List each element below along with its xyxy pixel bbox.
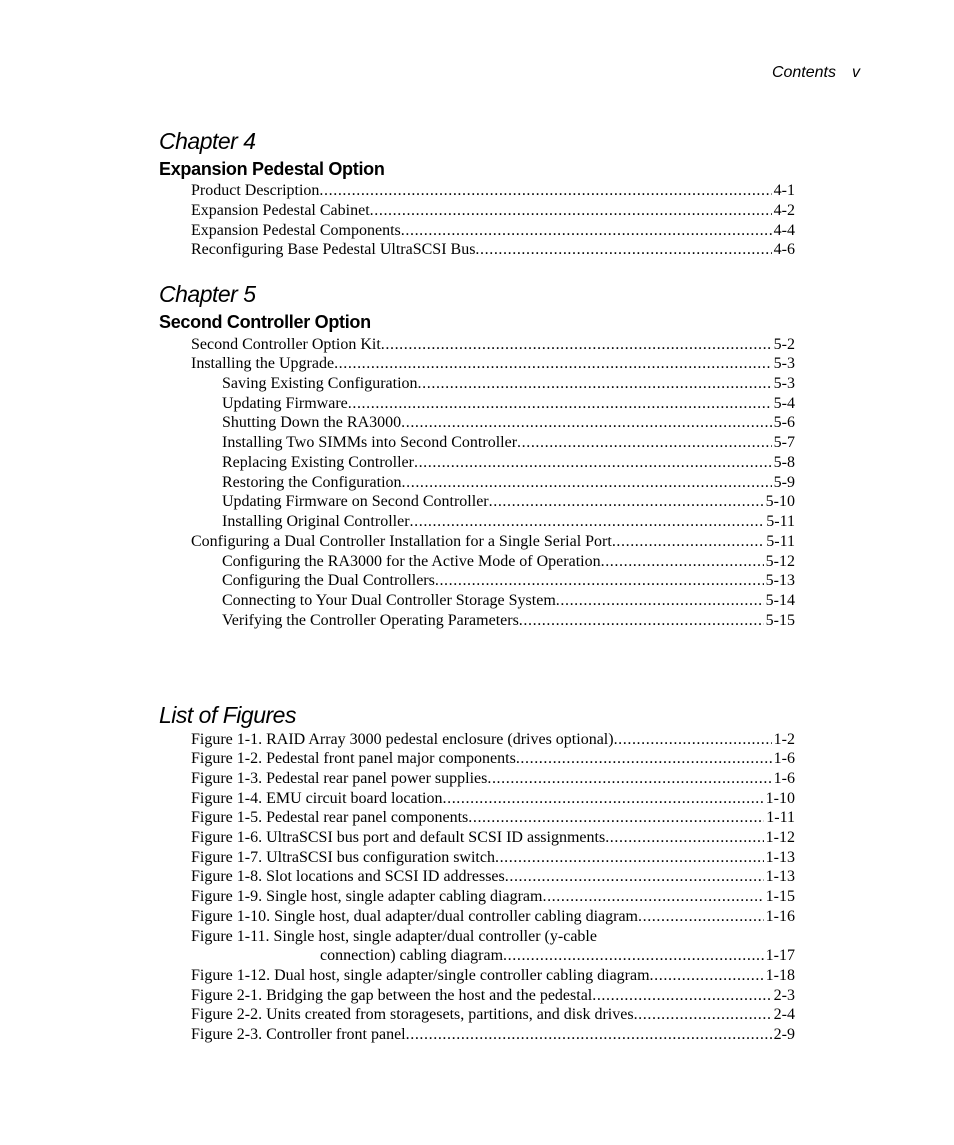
figure-entry[interactable]: Figure 1-1. RAID Array 3000 pedestal enclosure (drives optional) ..... 1-2 (191, 730, 795, 750)
figure-entry-first-line[interactable]: Figure 1-11. Single host, single adapter/dual controller (y-cable (191, 928, 597, 945)
toc-subentry[interactable]: Verifying the Controller Operating Parameters ..... 5-15 (222, 611, 795, 631)
figure-entry-continuation[interactable]: connection) cabling diagram ..... 1-17 (320, 946, 795, 966)
figure-entry[interactable]: Figure 1-2. Pedestal front panel major components ..... 1-6 (191, 749, 795, 769)
figure-entry[interactable]: Figure 2-1. Bridging the gap between the host and the pedestal ..... 2-3 (191, 986, 795, 1006)
toc-subentry[interactable]: Configuring the Dual Controllers ..... 5-13 (222, 571, 795, 591)
list-of-figures-title: List of Figures (159, 702, 296, 728)
toc-subentry[interactable]: Connecting to Your Dual Controller Storage System ..... 5-14 (222, 591, 795, 611)
figure-entry[interactable]: Figure 1-10. Single host, dual adapter/dual controller cabling diagram ..... 1-16 (191, 907, 795, 927)
toc-entry[interactable]: Expansion Pedestal Cabinet ..... 4-2 (191, 201, 795, 221)
toc-subentry[interactable]: Updating Firmware ..... 5-4 (222, 394, 795, 414)
figure-entry[interactable]: Figure 1-3. Pedestal rear panel power supplies ..... 1-6 (191, 769, 795, 789)
figure-entry[interactable]: Figure 1-7. UltraSCSI bus configuration switch ..... 1-13 (191, 848, 795, 868)
chapter-5-label: Chapter 5 (159, 281, 256, 307)
toc-entry[interactable]: Second Controller Option Kit ..... 5-2 (191, 335, 795, 355)
figure-entry[interactable]: Figure 2-2. Units created from storagesets, partitions, and disk drives ..... 2-4 (191, 1005, 795, 1025)
figure-entry[interactable]: Figure 1-9. Single host, single adapter cabling diagram ..... 1-15 (191, 887, 795, 907)
toc-subentry[interactable]: Configuring the RA3000 for the Active Mode of Operation ..... 5-12 (222, 552, 795, 572)
header-section: Contents (771, 64, 836, 81)
toc-entry[interactable]: Product Description ..... 4-1 (191, 181, 795, 201)
toc-entry[interactable]: Expansion Pedestal Components ..... 4-4 (191, 221, 795, 241)
toc-entry[interactable]: Reconfiguring Base Pedestal UltraSCSI Bus ..... 4-6 (191, 240, 795, 260)
chapter-4-title: Expansion Pedestal Option (159, 159, 385, 179)
toc-subentry[interactable]: Updating Firmware on Second Controller ..... 5-10 (222, 492, 795, 512)
figure-entry[interactable]: Figure 1-4. EMU circuit board location ..... 1-10 (191, 789, 795, 809)
toc-subentry[interactable]: Replacing Existing Controller ..... 5-8 (222, 453, 795, 473)
toc-subentry[interactable]: Restoring the Configuration ..... 5-9 (222, 473, 795, 493)
figure-entry[interactable]: Figure 1-5. Pedestal rear panel components ..... 1-11 (191, 808, 795, 828)
chapter-4-label: Chapter 4 (159, 128, 256, 154)
toc-subentry[interactable]: Installing Two SIMMs into Second Controller ..... 5-7 (222, 433, 795, 453)
chapter-5-title: Second Controller Option (159, 312, 371, 332)
toc-entry[interactable]: Installing the Upgrade ..... 5-3 (191, 354, 795, 374)
figure-entry[interactable]: Figure 2-3. Controller front panel ..... 2-9 (191, 1025, 795, 1045)
page-header (772, 64, 860, 82)
figure-entry[interactable]: Figure 1-12. Dual host, single adapter/single controller cabling diagram ..... 1-18 (191, 966, 795, 986)
toc-entry[interactable]: Configuring a Dual Controller Installation for a Single Serial Port ..... 5-11 (191, 532, 795, 552)
figure-entry[interactable]: Figure 1-6. UltraSCSI bus port and default SCSI ID assignments ..... 1-12 (191, 828, 795, 848)
toc-subentry[interactable]: Saving Existing Configuration ..... 5-3 (222, 374, 795, 394)
figure-entry[interactable]: Figure 1-8. Slot locations and SCSI ID addresses ..... 1-13 (191, 867, 795, 887)
header-page-number: v (852, 64, 860, 81)
toc-subentry[interactable]: Shutting Down the RA3000 ..... 5-6 (222, 413, 795, 433)
toc-subentry[interactable]: Installing Original Controller ..... 5-11 (222, 512, 795, 532)
